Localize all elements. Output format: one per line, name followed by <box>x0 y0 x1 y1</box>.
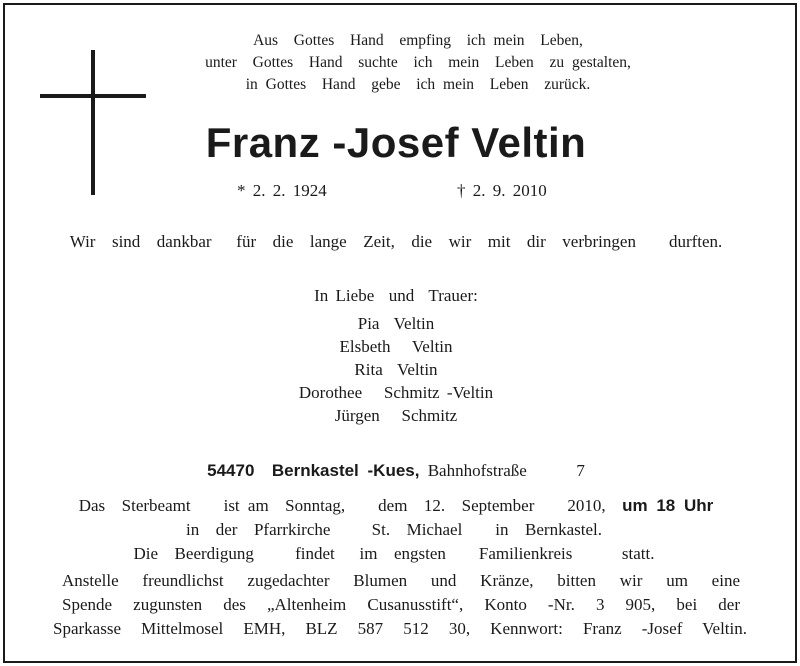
mourner-name: Rita Veltin <box>354 360 438 379</box>
verse-line-3: in Gottes Hand gebe ich mein Leben zurück. <box>245 76 591 93</box>
service-time: um 18 Uhr <box>622 496 714 515</box>
donation-line-2: Spende zugunsten des „Altenheim Cusanusstift“, Konto -Nr. 3 905, bei der <box>62 595 740 614</box>
mourner-name: Dorothee Schmitz -Veltin <box>298 383 494 402</box>
verse-line-1: Aus Gottes Hand empfing ich mein Leben, <box>253 32 583 49</box>
mourner-name: Jürgen Schmitz <box>334 406 458 425</box>
obituary-notice <box>3 3 797 663</box>
deceased-name: Franz -Josef Veltin <box>205 119 587 166</box>
birth-date: * 2. 2. 1924 <box>237 181 327 200</box>
donation-line-3: Sparkasse Mittelmosel EMH, BLZ 587 512 30, Kennwort: Franz -Josef Veltin. <box>53 619 747 638</box>
cross-icon-bar <box>40 94 146 98</box>
address-postal-city: 54470 Bernkastel -Kues, <box>207 461 420 480</box>
address-line <box>1 461 791 481</box>
verse-line-2: unter Gottes Hand suchte ich mein Leben zu gestalten, <box>205 54 631 71</box>
address-street: Bahnhofstraße 7 <box>419 461 585 480</box>
service-line-3: Die Beerdigung findet im engsten Familienkreis statt. <box>133 544 655 563</box>
service-line-1 <box>1 496 791 516</box>
service-text: Das Sterbeamt ist am Sonntag, dem 12. September 2010, <box>78 496 606 515</box>
mourner-name: Elsbeth Veltin <box>339 337 453 356</box>
gratitude-line: Wir sind dankbar für die lange Zeit, die wir mit dir verbringen durften. <box>69 232 723 251</box>
donation-line-1: Anstelle freundlichst zugedachter Blumen und Kränze, bitten wir um eine <box>62 571 740 590</box>
mourner-name: Pia Veltin <box>357 314 435 333</box>
death-date: † 2. 9. 2010 <box>457 181 547 200</box>
mourning-intro: In Liebe und Trauer: <box>314 286 478 305</box>
service-line-2: in der Pfarrkirche St. Michael in Bernkastel. <box>186 520 602 539</box>
